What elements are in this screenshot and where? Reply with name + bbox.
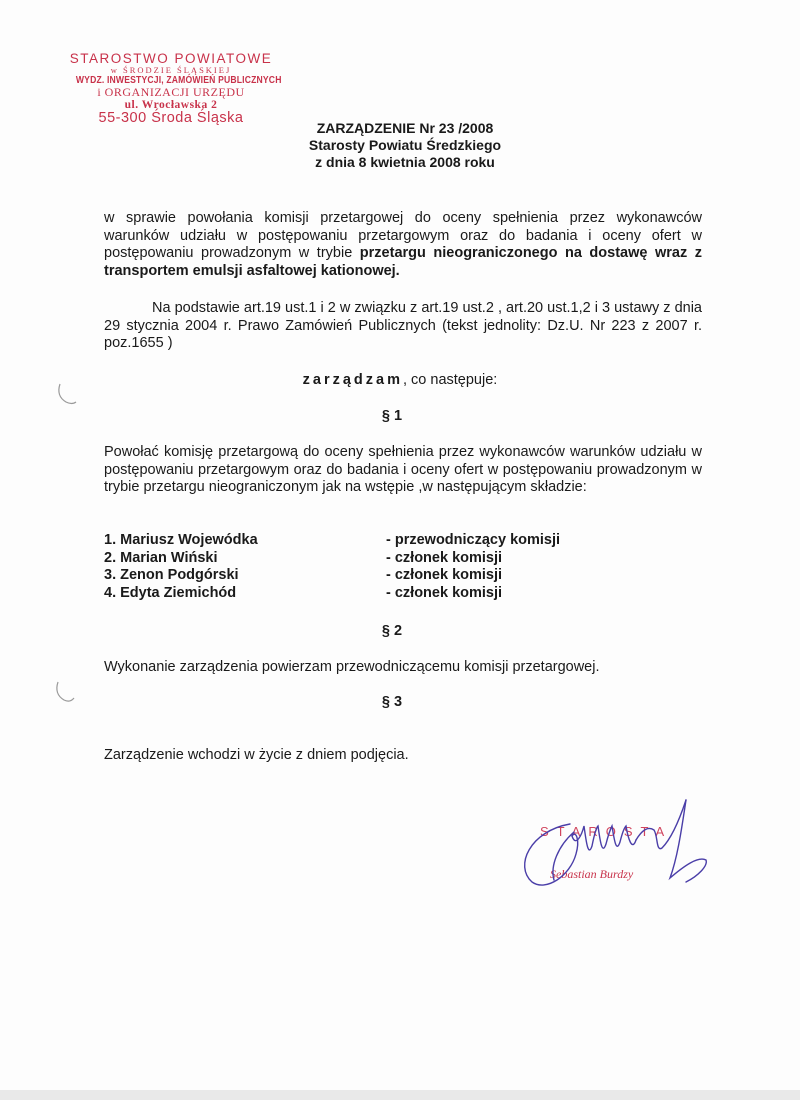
scan-bottom-edge [0, 1090, 800, 1100]
appointment-paragraph: Powołać komisję przetargową do oceny spełnienia przez wykonawców warunków udziału w postępowaniu przetargowym oraz do badania i oceny ofert w postępowaniu prowadzonym w trybie przetargu nieograniczonym jak na wstępie ,w następującym składzie: [104, 444, 702, 495]
effective-date-paragraph: Zarządzenie wchodzi w życie z dniem podjęcia. [104, 747, 409, 763]
subject-text: w sprawie powołania komisji przetargowej do oceny spełnienia przez wykonawców warunków udziału w postępowaniu przetargowym oraz do badania i oceny ofert w postępowaniu prowadzonym w trybie [104, 210, 702, 261]
member-row [104, 585, 604, 603]
stamp-line: i ORGANIZACJI URZĘDU [97, 85, 245, 100]
office-stamp [55, 52, 287, 126]
stamp-line: WYDZ. INWESTYCJI, ZAMÓWIEŃ PUBLICZNYCH [75, 74, 282, 87]
starosta-stamp-label: STAROSTA [540, 824, 673, 839]
member-role: - członek komisji [386, 567, 503, 583]
title-line: ZARZĄDZENIE Nr 23 /2008 [316, 120, 494, 136]
section-2-heading: § 2 [381, 623, 403, 639]
decree-rest: , co następuje: [403, 372, 498, 388]
committee-members-list [104, 532, 604, 602]
subject-bold-text: przetargu nieograniczonego na dostawę wraz z transportem emulsji asfaltowej kationowej. [104, 245, 702, 279]
member-row [104, 532, 604, 550]
member-name: 1. Mariusz Wojewódka [104, 532, 258, 548]
title-line: z dnia 8 kwietnia 2008 roku [315, 154, 495, 170]
member-role: - członek komisji [386, 584, 503, 601]
decree-line [0, 372, 800, 388]
member-row [104, 567, 604, 585]
subject-paragraph [104, 210, 702, 280]
member-name: 3. Zenon Podgórski [104, 567, 239, 583]
stamp-line: 55-300 Środa Śląska [98, 109, 244, 126]
stamp-line: ul. Wrocławska 2 [124, 98, 218, 111]
punch-hole-mark [52, 378, 82, 408]
title-line: Starosty Powiatu Średzkiego [308, 137, 502, 153]
document-title [250, 120, 560, 171]
member-row [104, 550, 604, 568]
section-3-heading: § 3 [381, 694, 403, 710]
stamp-line: w ŚRODZIE ŚLĄSKIEJ [110, 65, 232, 76]
execution-paragraph: Wykonanie zarządzenia powierzam przewodniczącemu komisji przetargowej. [104, 659, 600, 675]
member-name: 4. Edyta Ziemichód [104, 584, 237, 601]
member-role: - przewodniczący komisji [386, 532, 561, 548]
punch-hole-mark [50, 676, 80, 706]
legal-basis-paragraph: Na podstawie art.19 ust.1 i 2 w związku z art.19 ust.2 , art.20 ust.1,2 i 3 ustawy z dnia 29 stycznia 2004 r. Prawo Zamówień Publicznych (tekst jednolity: Dz.U. Nr 223 z 2007 r. poz.1655 ) [104, 300, 702, 351]
stamp-line: STAROSTWO POWIATOWE [69, 51, 273, 66]
member-role: - członek komisji [386, 549, 503, 566]
member-name: 2. Marian Wiński [104, 549, 218, 566]
decree-word: zarządzam [302, 372, 403, 388]
signature-block [510, 796, 715, 891]
stamp-name: Sebastian Burdzy [550, 867, 634, 881]
section-1-heading: § 1 [381, 408, 403, 424]
